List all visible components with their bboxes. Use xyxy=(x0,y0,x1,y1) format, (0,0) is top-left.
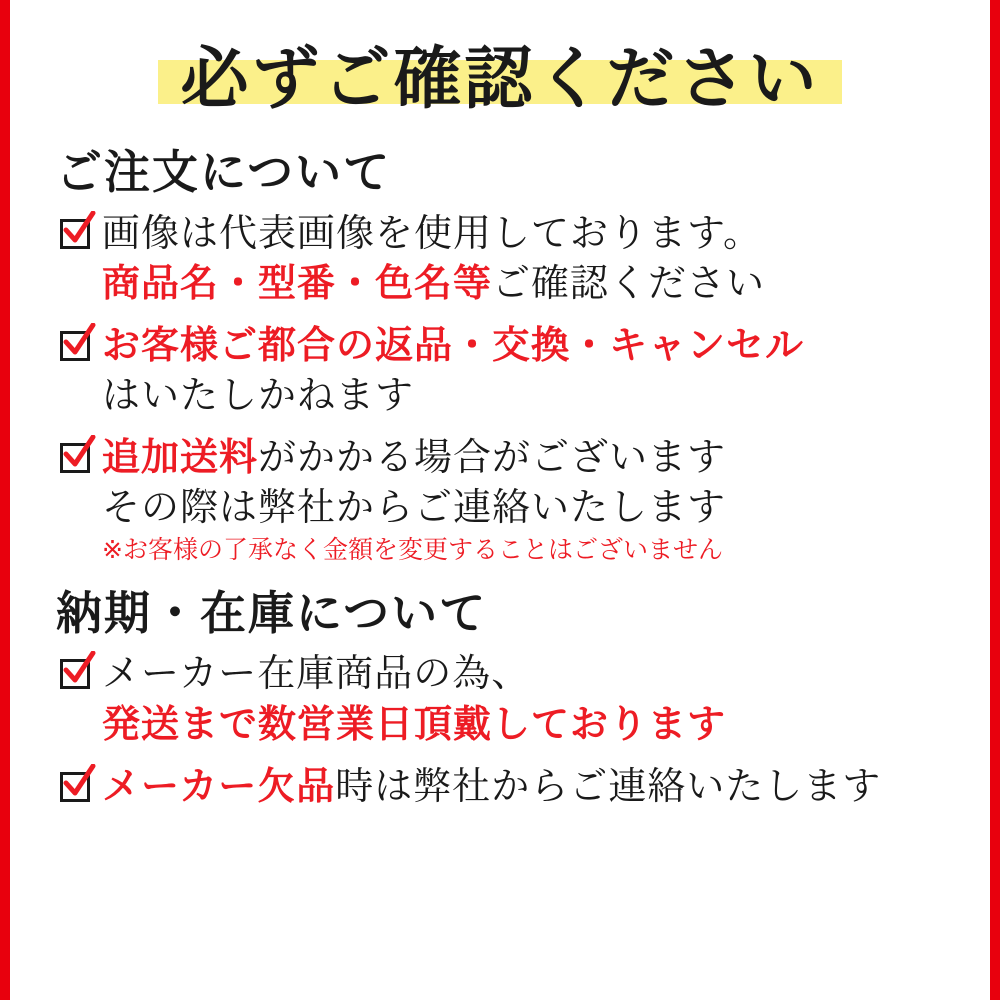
list-item-line-tail: 時は弊社からご連絡いたします xyxy=(335,763,882,808)
list-item-note: ※お客様の了承なく金額を変更することはございません xyxy=(102,535,723,565)
notice-content xyxy=(10,0,990,1000)
list-item xyxy=(58,208,960,308)
section-heading-orders: ご注文について xyxy=(56,145,392,199)
list-item-line xyxy=(102,258,960,308)
page-title-text: 必ずご確認ください xyxy=(180,40,820,119)
checkbox-checked-icon xyxy=(58,215,96,253)
page-title xyxy=(40,34,960,130)
checkbox-checked-icon xyxy=(58,439,96,477)
list-item-line xyxy=(102,761,960,811)
emphasis-text: メーカー欠品 xyxy=(102,763,336,808)
section-heading-delivery: 納期・在庫について xyxy=(56,585,488,640)
list-item-text xyxy=(102,761,960,811)
checkbox-checked-icon xyxy=(58,327,96,365)
list-item-line: はいたしかねます xyxy=(102,372,415,417)
list-item-text xyxy=(102,648,960,748)
list-item-line: 発送まで数営業日頂戴しております xyxy=(102,701,727,746)
emphasis-text: 商品名・型番・色名等 xyxy=(102,260,493,305)
emphasis-text: 追加送料 xyxy=(102,435,259,480)
list-item-line: メーカー在庫商品の為、 xyxy=(102,651,531,696)
list-item xyxy=(58,432,960,567)
checkbox-checked-icon xyxy=(58,655,96,693)
checkbox-checked-icon xyxy=(58,768,96,806)
list-item-line: その際は弊社からご連絡いたします xyxy=(102,485,727,530)
list-item-line: 画像は代表画像を使用しております。 xyxy=(102,210,762,255)
list-item xyxy=(58,761,960,811)
list-item-line: お客様ご都合の返品・交換・キャンセル xyxy=(102,322,805,367)
list-item-line-tail: ご確認ください xyxy=(492,260,766,305)
list-item-text xyxy=(102,432,960,567)
list-item-line-tail: がかかる場合がございます xyxy=(258,435,727,480)
list-item xyxy=(58,648,960,748)
list-item-text xyxy=(102,320,960,420)
list-item-text xyxy=(102,208,960,308)
list-item-line xyxy=(102,432,960,482)
list-item xyxy=(58,320,960,420)
